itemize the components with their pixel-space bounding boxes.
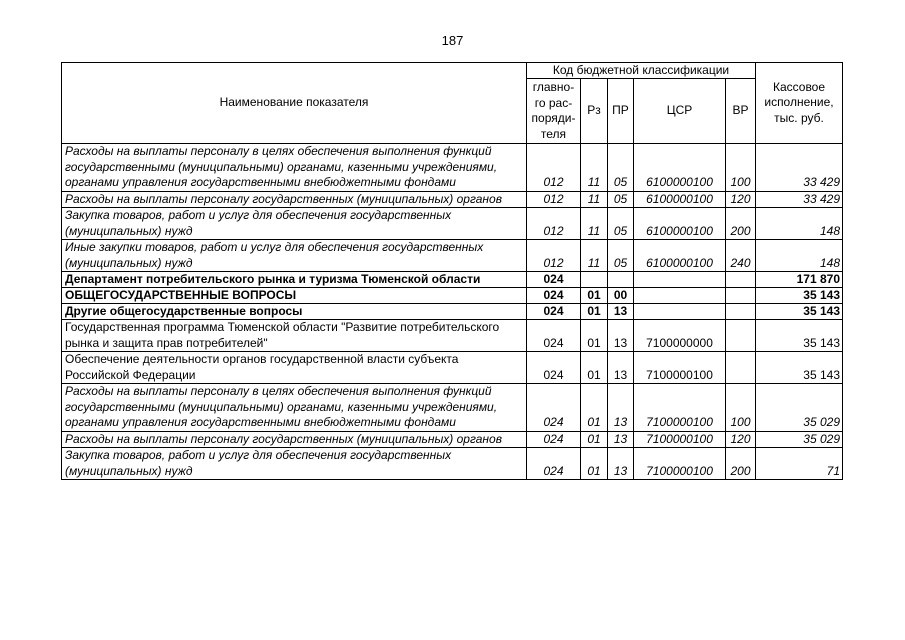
row-pr: 13 [608, 431, 634, 448]
row-vr [726, 320, 756, 352]
table-row [62, 288, 843, 304]
row-pr: 05 [608, 240, 634, 272]
row-vr [726, 304, 756, 320]
table-row [62, 352, 843, 384]
page-number: 187 [441, 33, 464, 48]
row-csr: 7100000100 [634, 352, 726, 384]
row-rz: 11 [581, 240, 608, 272]
row-amount: 35 029 [756, 431, 843, 448]
table-row [62, 191, 843, 208]
row-gr: 024 [527, 320, 581, 352]
header-vr: ВР [726, 79, 756, 144]
row-vr: 120 [726, 191, 756, 208]
row-csr: 7100000100 [634, 448, 726, 480]
row-csr: 7100000100 [634, 431, 726, 448]
row-gr: 024 [527, 431, 581, 448]
row-rz: 01 [581, 304, 608, 320]
row-vr [726, 288, 756, 304]
row-amount: 35 143 [756, 352, 843, 384]
row-amount: 171 870 [756, 272, 843, 288]
table-row [62, 208, 843, 240]
header-gr: главно-го рас-поряди-теля [527, 79, 581, 144]
row-gr: 012 [527, 240, 581, 272]
row-pr: 13 [608, 352, 634, 384]
header-csr: ЦСР [634, 79, 726, 144]
row-pr: 13 [608, 448, 634, 480]
row-pr: 13 [608, 320, 634, 352]
table-row [62, 320, 843, 352]
table-row [62, 240, 843, 272]
row-name: Расходы на выплаты персоналу государственных (муниципальных) органов [62, 431, 527, 448]
row-name: Другие общегосударственные вопросы [62, 304, 527, 320]
row-csr [634, 304, 726, 320]
row-vr [726, 272, 756, 288]
table-body [62, 144, 843, 480]
row-name: Департамент потребительского рынка и туризма Тюменской области [62, 272, 527, 288]
header-pr: ПР [608, 79, 634, 144]
row-name: Государственная программа Тюменской области "Развитие потребительского рынка и защита прав потребителей" [62, 320, 527, 352]
row-csr: 6100000100 [634, 208, 726, 240]
row-csr: 6100000100 [634, 191, 726, 208]
table-row [62, 272, 843, 288]
row-pr: 05 [608, 191, 634, 208]
row-name: Расходы на выплаты персоналу государственных (муниципальных) органов [62, 191, 527, 208]
row-rz [581, 272, 608, 288]
row-gr: 024 [527, 352, 581, 384]
row-rz: 01 [581, 320, 608, 352]
row-vr: 200 [726, 448, 756, 480]
row-vr [726, 352, 756, 384]
row-rz: 01 [581, 448, 608, 480]
row-pr: 05 [608, 208, 634, 240]
table-row [62, 144, 843, 192]
row-gr: 024 [527, 288, 581, 304]
row-name: Расходы на выплаты персоналу в целях обеспечения выполнения функций государственными (муниципальными) органами, казенными учреждениями, органами управления государственными внебюджетными фондами [62, 384, 527, 432]
row-amount: 35 029 [756, 384, 843, 432]
row-amount: 35 143 [756, 320, 843, 352]
header-rz: Рз [581, 79, 608, 144]
row-rz: 11 [581, 144, 608, 192]
row-rz: 01 [581, 288, 608, 304]
row-gr: 012 [527, 191, 581, 208]
table-row [62, 384, 843, 432]
row-amount: 148 [756, 208, 843, 240]
row-name: Иные закупки товаров, работ и услуг для обеспечения государственных (муниципальных) нужд [62, 240, 527, 272]
row-amount: 71 [756, 448, 843, 480]
row-rz: 11 [581, 191, 608, 208]
row-amount: 33 429 [756, 144, 843, 192]
row-gr: 024 [527, 448, 581, 480]
row-pr: 00 [608, 288, 634, 304]
row-name: Закупка товаров, работ и услуг для обеспечения государственных (муниципальных) нужд [62, 448, 527, 480]
row-name: Обеспечение деятельности органов государственной власти субъекта Российской Федерации [62, 352, 527, 384]
row-rz: 01 [581, 384, 608, 432]
row-vr: 240 [726, 240, 756, 272]
row-pr: 13 [608, 384, 634, 432]
row-csr: 6100000100 [634, 240, 726, 272]
row-amount: 148 [756, 240, 843, 272]
budget-table [61, 62, 843, 480]
row-csr [634, 288, 726, 304]
row-csr: 7100000100 [634, 384, 726, 432]
row-pr: 13 [608, 304, 634, 320]
row-vr: 100 [726, 144, 756, 192]
row-name: ОБЩЕГОСУДАРСТВЕННЫЕ ВОПРОСЫ [62, 288, 527, 304]
header-name: Наименование показателя [62, 63, 527, 144]
row-csr: 6100000100 [634, 144, 726, 192]
row-pr: 05 [608, 144, 634, 192]
row-vr: 100 [726, 384, 756, 432]
row-amount: 35 143 [756, 288, 843, 304]
row-csr: 7100000000 [634, 320, 726, 352]
row-gr: 024 [527, 272, 581, 288]
row-rz: 11 [581, 208, 608, 240]
header-amount: Кассовое исполнение, тыс. руб. [756, 63, 843, 144]
row-rz: 01 [581, 431, 608, 448]
row-gr: 024 [527, 384, 581, 432]
row-amount: 33 429 [756, 191, 843, 208]
row-name: Закупка товаров, работ и услуг для обеспечения государственных (муниципальных) нужд [62, 208, 527, 240]
row-vr: 200 [726, 208, 756, 240]
row-amount: 35 143 [756, 304, 843, 320]
table-row [62, 448, 843, 480]
row-gr: 024 [527, 304, 581, 320]
row-name: Расходы на выплаты персоналу в целях обеспечения выполнения функций государственными (муниципальными) органами, казенными учреждениями, органами управления государственными внебюджетными фондами [62, 144, 527, 192]
table-row [62, 304, 843, 320]
header-code-group: Код бюджетной классификации [527, 63, 756, 79]
row-rz: 01 [581, 352, 608, 384]
table-row [62, 431, 843, 448]
row-vr: 120 [726, 431, 756, 448]
row-gr: 012 [527, 144, 581, 192]
row-csr [634, 272, 726, 288]
row-pr [608, 272, 634, 288]
row-gr: 012 [527, 208, 581, 240]
